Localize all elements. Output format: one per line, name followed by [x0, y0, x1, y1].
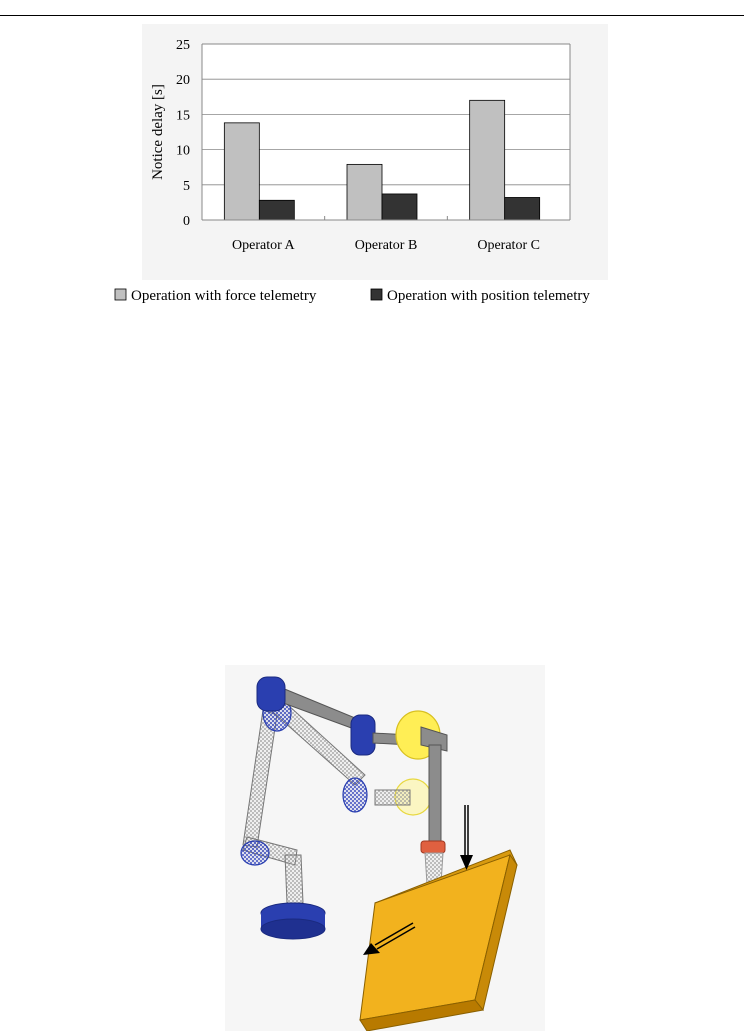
robot-arm-wireframe-illustration — [225, 665, 545, 1031]
legend-swatch-force — [115, 289, 126, 300]
solid-tool-shaft — [429, 745, 441, 845]
legend-label-force: Operation with force telemetry — [131, 288, 317, 304]
y-tick-label: 5 — [183, 178, 190, 194]
bar-position-3 — [505, 197, 540, 220]
y-axis-title: Notice delay [s] — [150, 84, 166, 180]
robot-arm-figure — [225, 665, 545, 1031]
y-tick-label: 25 — [176, 38, 190, 53]
bar-force-1 — [224, 123, 259, 220]
bar-force-3 — [470, 100, 505, 220]
bar-position-2 — [382, 194, 417, 220]
solid-elbow-joint — [351, 715, 375, 755]
base-bottom — [261, 919, 325, 939]
bar-chart — [0, 0, 744, 330]
bar-chart-figure — [0, 0, 744, 330]
y-tick-label: 0 — [183, 214, 190, 229]
solid-shoulder-joint — [257, 677, 285, 711]
wire-forearm — [375, 790, 410, 805]
x-tick-label: Operator C — [477, 238, 540, 253]
legend — [115, 288, 590, 304]
y-tick-label: 20 — [176, 73, 190, 89]
bar-position-1 — [259, 200, 294, 220]
wire-base-post — [285, 855, 303, 903]
y-tick-label: 15 — [176, 108, 190, 124]
robot-base — [261, 903, 325, 939]
x-tick-label: Operator B — [354, 238, 418, 253]
bar-force-2 — [347, 164, 382, 220]
wire-lower-joint — [241, 841, 269, 865]
wire-elbow-joint — [343, 778, 367, 812]
legend-swatch-position — [371, 289, 382, 300]
solid-tool-collar — [421, 841, 445, 853]
legend-label-position: Operation with position telemetry — [387, 288, 590, 304]
y-tick-label: 10 — [176, 143, 190, 159]
x-tick-label: Operator A — [232, 238, 295, 253]
